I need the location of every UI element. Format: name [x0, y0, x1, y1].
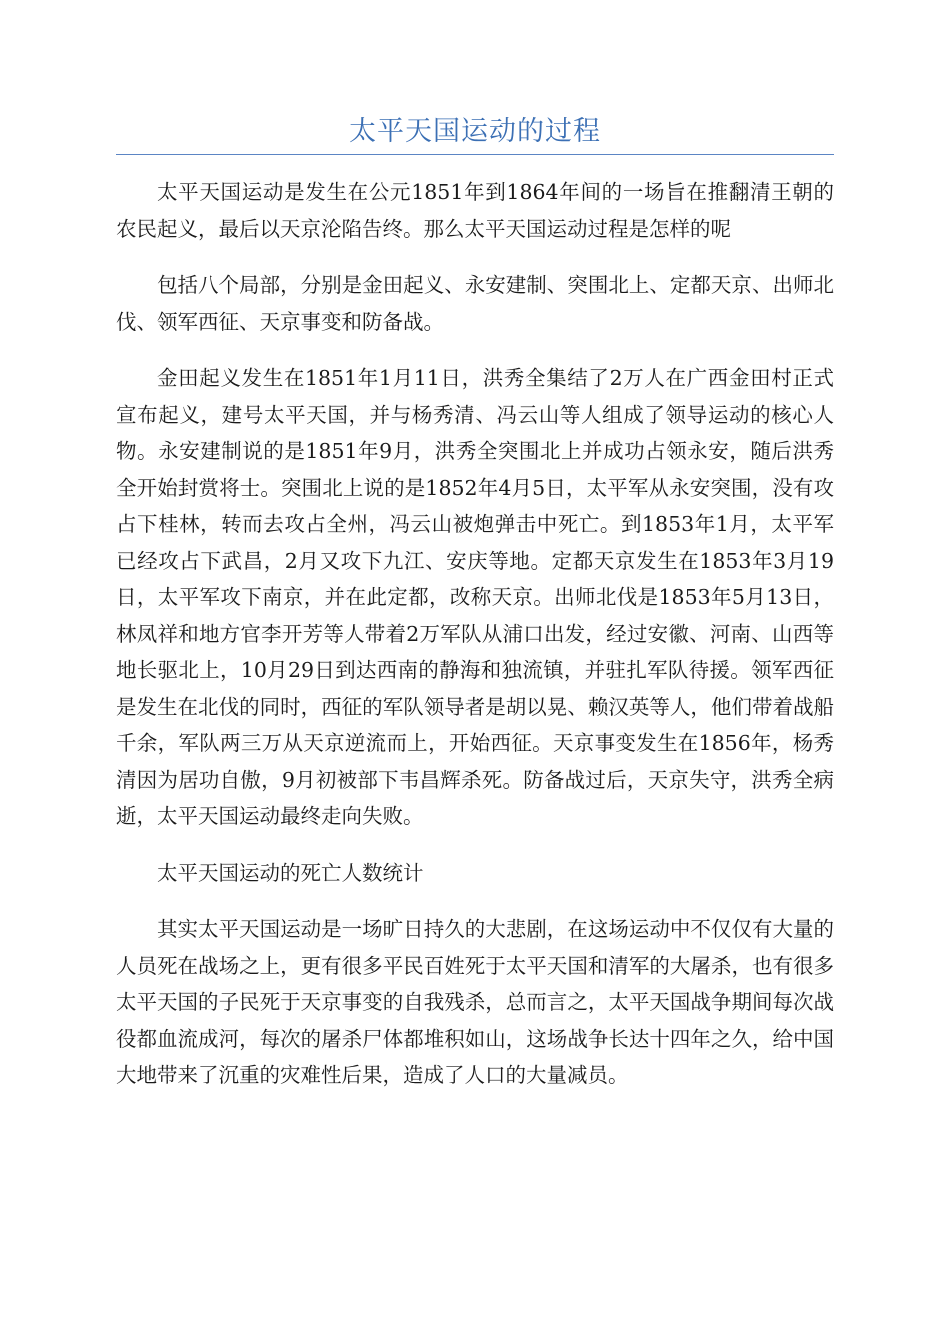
- page-title: 太平天国运动的过程: [349, 116, 601, 147]
- section-heading-death-toll: 太平天国运动的死亡人数统计: [157, 860, 424, 885]
- paragraph-death-toll: 其实太平天国运动是一场旷日持久的大悲剧，在这场运动中不仅仅有大量的人员死在战场之上，更有很多平民百姓死于太平天国和清军的大屠杀，也有很多太平天国的子民死于天京事变的自我残杀，总而言之，太平天国战争期间每次战役都血流成河，每次的屠杀尸体都堆积如山，这场战争长达十四年之久，给中国大地带来了沉重的灾难性后果，造成了人口的大量减员。: [116, 917, 834, 1087]
- paragraph-intro: 太平天国运动是发生在公元1851年到1864年间的一场旨在推翻清王朝的农民起义，最后以天京沦陷告终。那么太平天国运动过程是怎样的呢: [116, 180, 834, 241]
- document-body: [116, 174, 834, 1114]
- title-underline: [116, 154, 834, 155]
- paragraph-history: 金田起义发生在1851年1月11日，洪秀全集结了2万人在广西金田村正式宣布起义，建号太平天国，并与杨秀清、冯云山等人组成了领导运动的核心人物。永安建制说的是1851年9月，洪秀全突围北上并成功占领永安，随后洪秀全开始封赏将士。突围北上说的是1852年4月5日，太平军从永安突围，没有攻占下桂林，转而去攻占全州，冯云山被炮弹击中死亡。到1853年1月，太平军已经攻占下武昌，2月又攻下九江、安庆等地。定都天京发生在1853年3月19日，太平军攻下南京，并在此定都，改称天京。出师北伐是1853年5月13日，林凤祥和地方官李开芳等人带着2万军队从浦口出发，经过安徽、河南、山西等地长驱北上，10月29日到达西南的静海和独流镇，并驻扎军队待援。领军西征是发生在北伐的同时，西征的军队领导者是胡以晃、赖汉英等人，他们带着战船千余，军队两三万从天京逆流而上，开始西征。天京事变发生在1856年，杨秀清因为居功自傲，9月初被部下韦昌辉杀死。防备战过后，天京失守，洪秀全病逝，太平天国运动最终走向失败。: [116, 366, 834, 828]
- paragraph-parts: 包括八个局部，分别是金田起义、永安建制、突围北上、定都天京、出师北伐、领军西征、天京事变和防备战。: [116, 273, 834, 334]
